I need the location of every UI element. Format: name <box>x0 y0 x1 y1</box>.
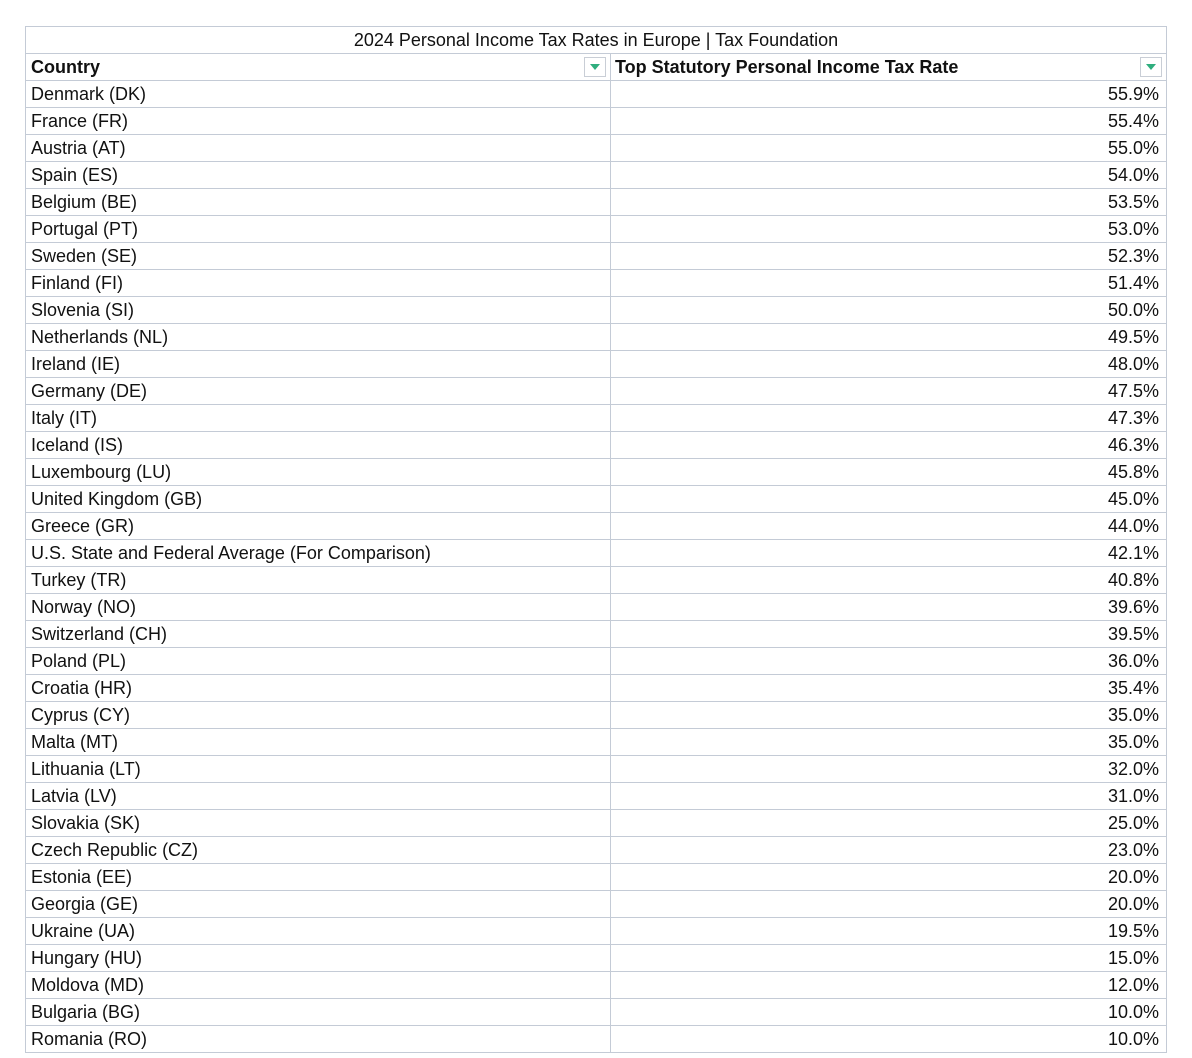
country-cell[interactable]: Denmark (DK) <box>26 81 611 108</box>
rate-cell[interactable]: 35.4% <box>611 675 1167 702</box>
table-row <box>26 135 1167 162</box>
rate-cell[interactable]: 23.0% <box>611 837 1167 864</box>
country-cell[interactable]: Sweden (SE) <box>26 243 611 270</box>
table-row <box>26 648 1167 675</box>
table-row <box>26 945 1167 972</box>
rate-cell[interactable]: 10.0% <box>611 999 1167 1026</box>
rate-cell[interactable]: 52.3% <box>611 243 1167 270</box>
table-row <box>26 243 1167 270</box>
rate-cell[interactable]: 36.0% <box>611 648 1167 675</box>
country-cell[interactable]: Luxembourg (LU) <box>26 459 611 486</box>
rate-filter-button[interactable] <box>1140 57 1162 77</box>
table-row <box>26 108 1167 135</box>
column-header-label: Country <box>31 57 100 77</box>
rate-cell[interactable]: 47.3% <box>611 405 1167 432</box>
rate-cell[interactable]: 12.0% <box>611 972 1167 999</box>
country-cell[interactable]: Germany (DE) <box>26 378 611 405</box>
filter-dropdown-icon <box>590 64 600 70</box>
tax-rate-table <box>25 26 1167 1053</box>
rate-cell[interactable]: 53.0% <box>611 216 1167 243</box>
country-cell[interactable]: Cyprus (CY) <box>26 702 611 729</box>
rate-cell[interactable]: 44.0% <box>611 513 1167 540</box>
country-cell[interactable]: Norway (NO) <box>26 594 611 621</box>
table-title: 2024 Personal Income Tax Rates in Europe | Tax Foundation <box>26 27 1167 54</box>
rate-cell[interactable]: 19.5% <box>611 918 1167 945</box>
rate-cell[interactable]: 50.0% <box>611 297 1167 324</box>
rate-cell[interactable]: 51.4% <box>611 270 1167 297</box>
table-row <box>26 513 1167 540</box>
rate-cell[interactable]: 46.3% <box>611 432 1167 459</box>
table-row <box>26 162 1167 189</box>
rate-cell[interactable]: 42.1% <box>611 540 1167 567</box>
rate-cell[interactable]: 25.0% <box>611 810 1167 837</box>
country-cell[interactable]: U.S. State and Federal Average (For Comparison) <box>26 540 611 567</box>
country-cell[interactable]: Iceland (IS) <box>26 432 611 459</box>
country-cell[interactable]: Lithuania (LT) <box>26 756 611 783</box>
rate-cell[interactable]: 40.8% <box>611 567 1167 594</box>
country-cell[interactable]: Poland (PL) <box>26 648 611 675</box>
country-cell[interactable]: Ukraine (UA) <box>26 918 611 945</box>
country-cell[interactable]: Czech Republic (CZ) <box>26 837 611 864</box>
rate-cell[interactable]: 53.5% <box>611 189 1167 216</box>
country-cell[interactable]: Croatia (HR) <box>26 675 611 702</box>
table-row <box>26 675 1167 702</box>
table-row <box>26 270 1167 297</box>
rate-cell[interactable]: 20.0% <box>611 891 1167 918</box>
table-row <box>26 378 1167 405</box>
rate-cell[interactable]: 55.0% <box>611 135 1167 162</box>
header-row <box>26 54 1167 81</box>
rate-cell[interactable]: 35.0% <box>611 729 1167 756</box>
country-cell[interactable]: Slovenia (SI) <box>26 297 611 324</box>
rate-cell[interactable]: 32.0% <box>611 756 1167 783</box>
rate-cell[interactable]: 49.5% <box>611 324 1167 351</box>
table-row <box>26 972 1167 999</box>
country-cell[interactable]: Malta (MT) <box>26 729 611 756</box>
column-header-rate[interactable] <box>611 54 1167 81</box>
country-cell[interactable]: United Kingdom (GB) <box>26 486 611 513</box>
country-cell[interactable]: Switzerland (CH) <box>26 621 611 648</box>
country-cell[interactable]: Turkey (TR) <box>26 567 611 594</box>
country-cell[interactable]: Latvia (LV) <box>26 783 611 810</box>
table-row <box>26 189 1167 216</box>
table-row <box>26 216 1167 243</box>
country-cell[interactable]: Hungary (HU) <box>26 945 611 972</box>
table-row <box>26 810 1167 837</box>
country-cell[interactable]: Romania (RO) <box>26 1026 611 1053</box>
country-cell[interactable]: Italy (IT) <box>26 405 611 432</box>
column-header-country[interactable] <box>26 54 611 81</box>
table-row <box>26 783 1167 810</box>
column-header-label: Top Statutory Personal Income Tax Rate <box>615 57 959 77</box>
rate-cell[interactable]: 47.5% <box>611 378 1167 405</box>
country-cell[interactable]: Georgia (GE) <box>26 891 611 918</box>
table-row <box>26 486 1167 513</box>
country-cell[interactable]: Ireland (IE) <box>26 351 611 378</box>
country-cell[interactable]: Austria (AT) <box>26 135 611 162</box>
table-row <box>26 702 1167 729</box>
rate-cell[interactable]: 35.0% <box>611 702 1167 729</box>
table-row <box>26 729 1167 756</box>
country-cell[interactable]: Bulgaria (BG) <box>26 999 611 1026</box>
rate-cell[interactable]: 15.0% <box>611 945 1167 972</box>
country-cell[interactable]: Finland (FI) <box>26 270 611 297</box>
table-row <box>26 297 1167 324</box>
table-row <box>26 540 1167 567</box>
rate-cell[interactable]: 45.8% <box>611 459 1167 486</box>
rate-cell[interactable]: 45.0% <box>611 486 1167 513</box>
table-row <box>26 999 1167 1026</box>
table-row <box>26 351 1167 378</box>
country-cell[interactable]: Portugal (PT) <box>26 216 611 243</box>
table-row <box>26 432 1167 459</box>
country-cell[interactable]: Slovakia (SK) <box>26 810 611 837</box>
table-row <box>26 459 1167 486</box>
table-row <box>26 405 1167 432</box>
table-row <box>26 918 1167 945</box>
rate-cell[interactable]: 20.0% <box>611 864 1167 891</box>
rate-cell[interactable]: 55.9% <box>611 81 1167 108</box>
table-row <box>26 594 1167 621</box>
rate-cell[interactable]: 31.0% <box>611 783 1167 810</box>
table-row <box>26 1026 1167 1053</box>
country-filter-button[interactable] <box>584 57 606 77</box>
table-row <box>26 621 1167 648</box>
country-cell[interactable]: Netherlands (NL) <box>26 324 611 351</box>
country-cell[interactable]: Moldova (MD) <box>26 972 611 999</box>
table-row <box>26 864 1167 891</box>
table-body <box>26 81 1167 1053</box>
country-cell[interactable]: Greece (GR) <box>26 513 611 540</box>
rate-cell[interactable]: 39.6% <box>611 594 1167 621</box>
rate-cell[interactable]: 54.0% <box>611 162 1167 189</box>
table-row <box>26 891 1167 918</box>
country-cell[interactable]: Spain (ES) <box>26 162 611 189</box>
country-cell[interactable]: Belgium (BE) <box>26 189 611 216</box>
rate-cell[interactable]: 48.0% <box>611 351 1167 378</box>
table-row <box>26 324 1167 351</box>
country-cell[interactable]: Estonia (EE) <box>26 864 611 891</box>
table-row <box>26 81 1167 108</box>
rate-cell[interactable]: 55.4% <box>611 108 1167 135</box>
country-cell[interactable]: France (FR) <box>26 108 611 135</box>
filter-dropdown-icon <box>1146 64 1156 70</box>
table-row <box>26 837 1167 864</box>
table-row <box>26 756 1167 783</box>
table-row <box>26 567 1167 594</box>
rate-cell[interactable]: 10.0% <box>611 1026 1167 1053</box>
rate-cell[interactable]: 39.5% <box>611 621 1167 648</box>
